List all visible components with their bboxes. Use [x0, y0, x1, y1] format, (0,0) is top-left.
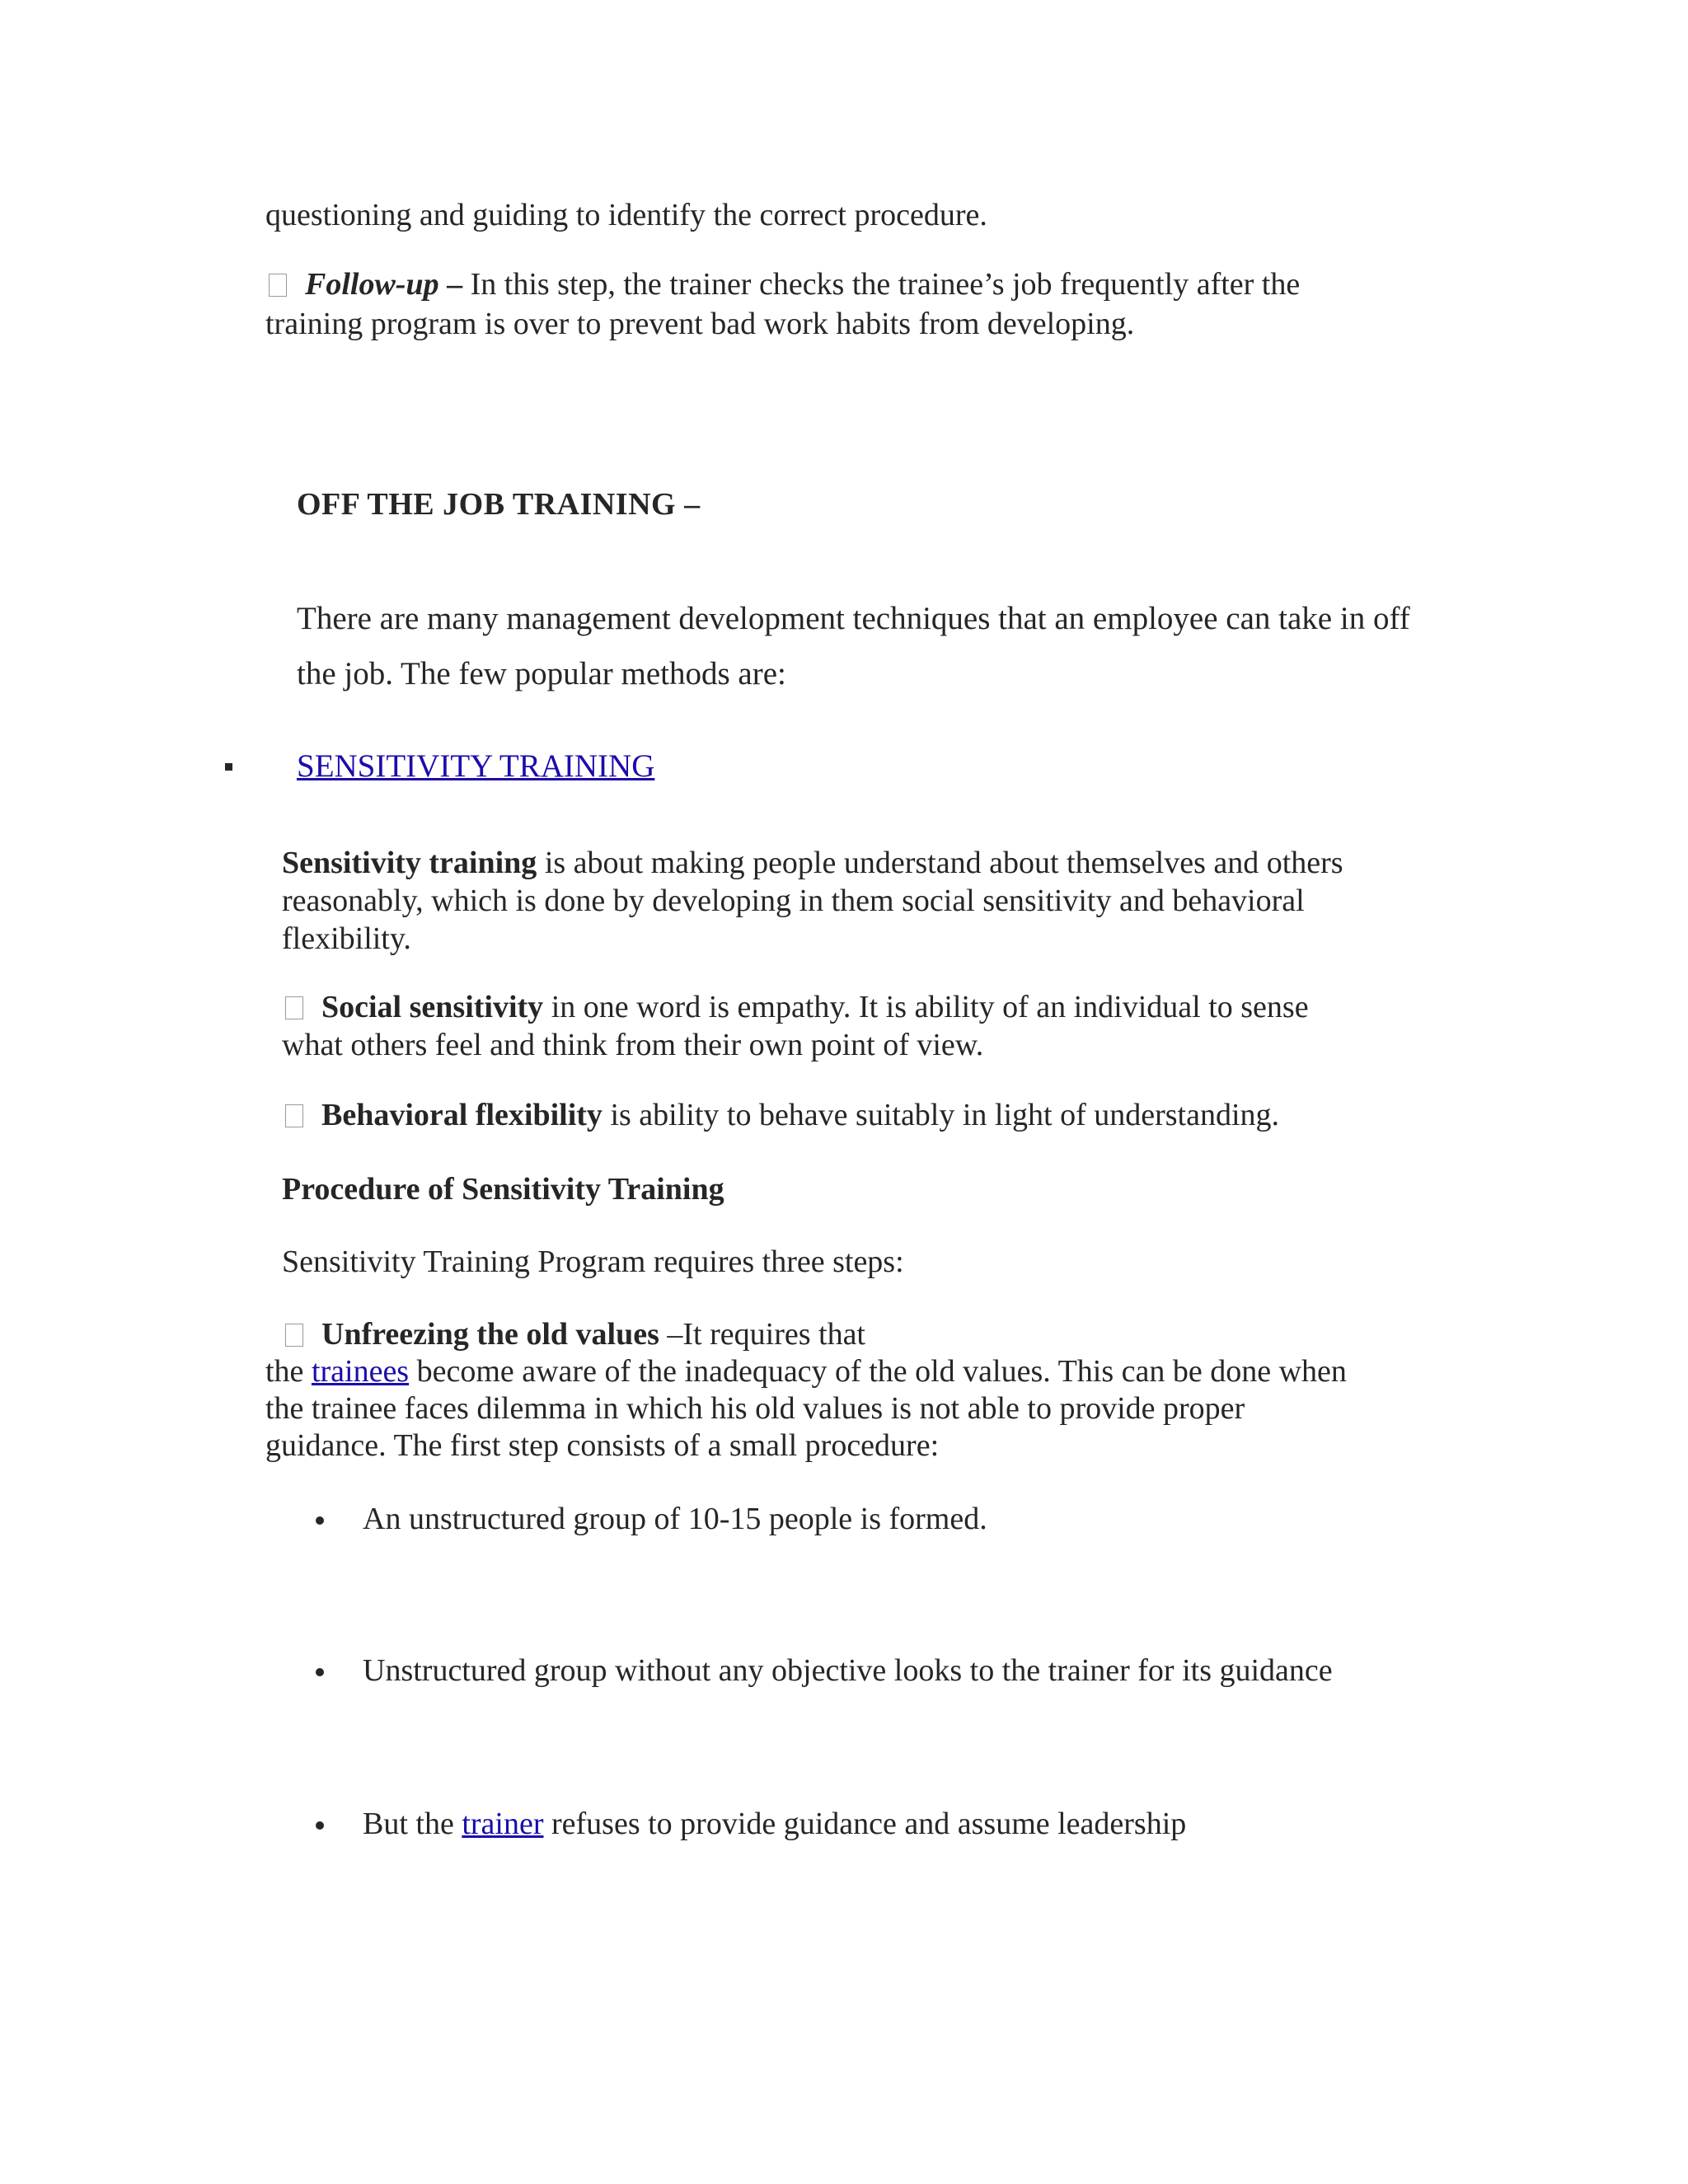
- social-sensitivity-line-1: [285, 988, 1309, 1026]
- unfreezing-line-3: [265, 1390, 1245, 1427]
- square-bullet-icon: [225, 763, 232, 771]
- followup-text-2: training program is over to prevent bad work habits from developing.: [265, 307, 1135, 341]
- social-text-1: in one word is empathy. It is ability of an individual to sense: [543, 990, 1309, 1024]
- unfreezing-line-4: [265, 1427, 939, 1465]
- unfreezing-line-2: [265, 1352, 1347, 1390]
- unfreezing-term: Unfreezing the old values: [321, 1317, 659, 1352]
- unfreezing-text-3: the trainee faces dilemma in which his old values is not able to provide proper: [265, 1391, 1245, 1426]
- list-item: [363, 1652, 1333, 1690]
- heading-text: OFF THE JOB TRAINING –: [297, 487, 701, 522]
- social-text-2: what others feel and think from their own point of view.: [282, 1028, 984, 1062]
- followup-text: In this step, the trainer checks the trainee’s job frequently after the: [470, 267, 1301, 302]
- sensitivity-def-text-1: is about making people understand about themselves and others: [537, 846, 1343, 880]
- checkbox-symbol-icon: [269, 274, 287, 297]
- bullet-icon: [316, 1516, 324, 1525]
- behavioral-text: is ability to behave suitably in light of understanding.: [602, 1098, 1280, 1132]
- unfreezing-text-post: become aware of the inadequacy of the old values. This can be done when: [409, 1354, 1347, 1389]
- intro-line-1: [297, 600, 1410, 638]
- section-heading-off-the-job: [297, 485, 701, 523]
- bullet-icon: [316, 1668, 324, 1676]
- paragraph-text: questioning and guiding to identify the correct procedure.: [265, 198, 987, 232]
- checkbox-symbol-icon: [285, 1324, 303, 1347]
- list-item: [363, 1500, 987, 1538]
- social-sensitivity-line-2: [282, 1026, 983, 1064]
- sensitivity-term: Sensitivity training: [282, 846, 537, 880]
- behavioral-flexibility-term: Behavioral flexibility: [321, 1098, 603, 1132]
- unfreezing-line-1: [285, 1315, 865, 1353]
- list-item: [363, 1805, 1186, 1843]
- trainees-link[interactable]: trainees: [311, 1354, 410, 1389]
- sensitivity-training-link[interactable]: SENSITIVITY TRAINING: [297, 748, 655, 784]
- paragraph-continuation: [265, 196, 987, 234]
- social-sensitivity-term: Social sensitivity: [321, 990, 544, 1024]
- sensitivity-def-text-2: reasonably, which is done by developing in them social sensitivity and behavioral: [282, 883, 1305, 918]
- trainer-link[interactable]: trainer: [462, 1807, 544, 1841]
- program-steps-text: Sensitivity Training Program requires three steps:: [282, 1244, 904, 1279]
- list-item-text-post: refuses to provide guidance and assume leadership: [543, 1807, 1187, 1841]
- procedure-heading: [282, 1170, 724, 1208]
- intro-text-2: the job. The few popular methods are:: [297, 656, 786, 691]
- checkbox-symbol-icon: [285, 996, 303, 1019]
- sensitivity-def-text-3: flexibility.: [282, 921, 411, 956]
- intro-text-1: There are many management development techniques that an employee can take in off: [297, 601, 1410, 636]
- sensitivity-def-line-1: [282, 844, 1343, 882]
- list-item-text: An unstructured group of 10-15 people is formed.: [363, 1502, 987, 1536]
- bullet-icon: [316, 1821, 324, 1830]
- followup-dash: –: [438, 267, 471, 302]
- unfreezing-text-4: guidance. The first step consists of a small procedure:: [265, 1428, 940, 1463]
- sensitivity-def-line-3: [282, 920, 411, 958]
- list-item-text-pre: But the: [363, 1807, 462, 1841]
- followup-term: Follow-up: [305, 267, 439, 302]
- followup-line-1: [269, 265, 1300, 303]
- unfreezing-after: –It requires that: [659, 1317, 865, 1352]
- list-item-text: Unstructured group without any objective looks to the trainer for its guidance: [363, 1653, 1333, 1688]
- intro-line-2: [297, 655, 786, 693]
- program-steps-line: [282, 1243, 904, 1281]
- sensitivity-training-item: [297, 748, 654, 785]
- checkbox-symbol-icon: [285, 1104, 303, 1127]
- procedure-heading-text: Procedure of Sensitivity Training: [282, 1172, 724, 1207]
- behavioral-flexibility-line: [285, 1096, 1279, 1134]
- unfreezing-text-pre: the: [265, 1354, 312, 1389]
- sensitivity-def-line-2: [282, 882, 1305, 920]
- followup-line-2: [265, 305, 1134, 343]
